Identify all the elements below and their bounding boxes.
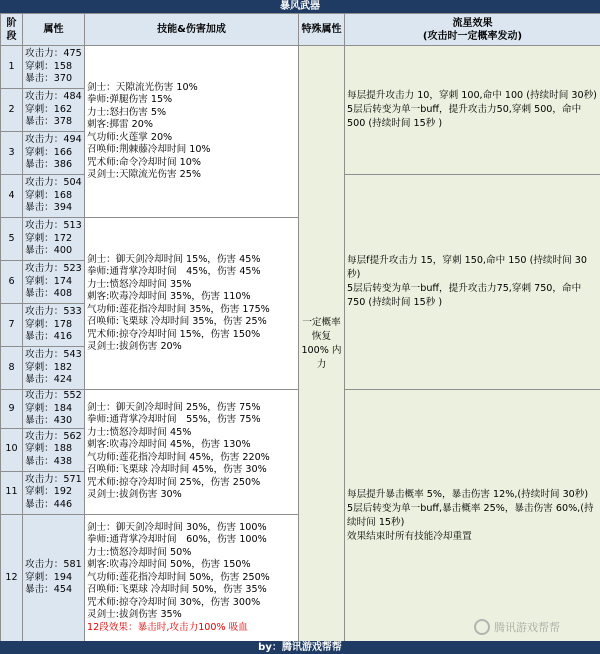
skill-line: 刺客:吹毒冷却时间 45%，伤害 130% — [87, 439, 251, 451]
skill-line: 气功师:莲花指冷却时间 35%，伤害 175% — [87, 303, 270, 315]
attributes-cell — [23, 514, 85, 642]
meteor-line: 每层提升暴击概率 5%，暴击伤害 12%,(持续时间 30秒) — [347, 488, 589, 500]
meteor-effect-2 — [345, 175, 600, 390]
stage-cell: 2 — [1, 89, 23, 132]
stage-cell: 1 — [1, 46, 23, 89]
attr-pierce: 穿刺：188 — [25, 443, 73, 455]
attr-pierce: 穿刺：162 — [25, 103, 73, 115]
stage-cell: 10 — [1, 428, 23, 471]
stage-cell: 9 — [1, 390, 23, 429]
skill-line: 召唤师:飞栗球 冷却时间 50%，伤害 35% — [87, 584, 267, 596]
skill-line: 灵剑士:拔剑伤害 30% — [87, 489, 182, 501]
header-meteor — [345, 14, 600, 46]
skill-line: 气功师:莲花指冷却时间 45%，伤害 220% — [87, 451, 270, 463]
attributes-cell — [23, 347, 85, 390]
meteor-effect-3 — [345, 390, 600, 643]
attr-pierce: 穿刺：192 — [25, 486, 73, 498]
table-row — [1, 46, 600, 89]
watermark-text: 腾讯游戏帮帮 — [494, 621, 560, 634]
attr-crit: 暴击：408 — [25, 288, 73, 300]
meteor-line: 5层后转变为单一buff，提升攻击力75,穿刺 750，命中 750 (持续时间 15秒 ) — [347, 283, 582, 308]
skill-line: 咒术师:掠夺冷却时间 25%，伤害 250% — [87, 476, 261, 488]
skill-line: 刺客:吹毒冷却时间 50%，伤害 150% — [87, 559, 251, 571]
skill-line: 灵剑士:拔剑伤害 35% — [87, 609, 182, 621]
meteor-line: 效果结束时所有技能冷却重置 — [347, 530, 472, 542]
attr-crit: 暴击：370 — [25, 73, 73, 85]
skill-line: 灵剑士:拔剑伤害 20% — [87, 341, 182, 352]
skill-line: 力士:愤怒冷却时间 35% — [87, 278, 192, 290]
stage-cell: 4 — [1, 175, 23, 218]
attr-attack: 攻击力：523 — [25, 263, 82, 275]
attr-attack: 攻击力：504 — [25, 177, 82, 189]
meteor-line: 每层提升攻击力 10，穿刺 100,命中 100 (持续时间 30秒) — [347, 90, 597, 101]
watermark — [474, 616, 594, 638]
attr-pierce: 穿刺：158 — [25, 60, 73, 72]
stage-cell: 8 — [1, 347, 23, 390]
attributes-cell — [23, 132, 85, 175]
watermark-logo-icon — [474, 619, 490, 635]
attr-crit: 暴击：430 — [25, 415, 73, 426]
skill-line: 剑士：御天剑冷却时间 15%，伤害 45% — [87, 253, 261, 265]
attr-pierce: 穿刺：174 — [25, 275, 73, 287]
skill-line: 力士:愤怒冷却时间 50% — [87, 546, 192, 558]
skill-line: 力士:愤怒冷却时间 45% — [87, 426, 192, 438]
attr-pierce: 穿刺：194 — [25, 571, 73, 583]
skill-line: 拳师:通背掌冷却时间 55%，伤害 75% — [87, 414, 261, 426]
attr-crit: 暴击：386 — [25, 159, 73, 171]
meteor-effect-1 — [345, 46, 600, 175]
attr-crit: 暴击：424 — [25, 374, 73, 386]
skill-group-4 — [85, 514, 299, 642]
skill-line: 刺客:掷雷 20% — [87, 119, 153, 130]
meteor-line: 每层f提升攻击力 15，穿刺 150,命中 150 (持续时间 30秒) — [347, 255, 587, 280]
attr-crit: 暴击：400 — [25, 245, 73, 257]
skill-line: 拳师:通背掌冷却时间 60%，伤害 100% — [87, 534, 267, 546]
skill-line: 气功师:火莲掌 20% — [87, 131, 173, 143]
attr-attack: 攻击力：562 — [25, 430, 82, 442]
attributes-cell — [23, 89, 85, 132]
attr-attack: 攻击力：581 — [25, 559, 82, 571]
header-special: 特殊属性 — [299, 14, 345, 46]
skill-line: 力士:怒扫伤害 5% — [87, 106, 167, 118]
attr-crit: 暴击：394 — [25, 202, 73, 214]
skill-group-2 — [85, 218, 299, 390]
header-meteor-subtitle: (攻击时一定概率发动) — [422, 30, 523, 42]
attr-crit: 暴击：378 — [25, 116, 73, 128]
skill-line: 剑士：御天剑冷却时间 30%，伤害 100% — [87, 521, 267, 533]
attr-crit: 暴击：454 — [25, 584, 73, 596]
attributes-cell — [23, 428, 85, 471]
attributes-cell — [23, 471, 85, 514]
attr-pierce: 穿刺：182 — [25, 361, 73, 373]
stage-cell: 11 — [1, 471, 23, 514]
attributes-cell — [23, 261, 85, 304]
meteor-line: 5层后转变为单一buff，提升攻击力50,穿刺 500，命中 500 (持续时间 15秒 ) — [347, 104, 582, 129]
skill-line: 拳师:弹腿伤害 15% — [87, 94, 173, 105]
special-attribute-cell: 一定概率恢复100% 内力 — [299, 46, 345, 643]
stage12-bonus: 12段效果：暴击时,攻击力100% 吸血 — [87, 621, 248, 633]
attributes-cell — [23, 175, 85, 218]
header-stage: 阶段 — [1, 14, 23, 46]
skill-line: 灵剑士:天隙流光伤害 25% — [87, 169, 201, 180]
skill-line: 剑士：天隙流光伤害 10% — [87, 81, 198, 93]
attr-attack: 攻击力：571 — [25, 473, 82, 485]
footer-credit: by：腾讯游戏帮帮 — [0, 641, 600, 654]
stage-cell: 7 — [1, 304, 23, 347]
attr-attack: 攻击力：484 — [25, 91, 82, 103]
stage-cell: 5 — [1, 218, 23, 261]
skill-line: 拳师:通背掌冷却时间 45%，伤害 45% — [87, 266, 261, 277]
skill-group-1 — [85, 46, 299, 218]
attr-attack: 攻击力：533 — [25, 306, 82, 318]
header-attributes: 属性 — [23, 14, 85, 46]
attr-pierce: 穿刺：168 — [25, 189, 73, 201]
stage-cell: 3 — [1, 132, 23, 175]
attr-attack: 攻击力：552 — [25, 390, 82, 401]
attr-pierce: 穿刺：172 — [25, 232, 73, 244]
attr-pierce: 穿刺：178 — [25, 318, 73, 330]
attr-crit: 暴击：438 — [25, 455, 73, 467]
attr-attack: 攻击力：513 — [25, 220, 82, 232]
attributes-cell — [23, 304, 85, 347]
stage-cell: 6 — [1, 261, 23, 304]
skill-line: 咒术师:命令冷却时间 10% — [87, 156, 201, 168]
attributes-cell — [23, 390, 85, 429]
header-meteor-title: 流星效果 — [452, 17, 493, 29]
skill-line: 召唤师:飞栗球 冷却时间 35%，伤害 25% — [87, 316, 267, 327]
page-title: 暴风武器 — [0, 0, 600, 13]
attr-crit: 暴击：446 — [25, 498, 73, 510]
skill-line: 剑士：御天剑冷却时间 25%，伤害 75% — [87, 401, 261, 413]
attr-attack: 攻击力：543 — [25, 349, 82, 361]
attr-attack: 攻击力：475 — [25, 48, 82, 60]
meteor-line: 5层后转变为单一buff,暴击概率 25%，暴击伤害 60%,(持续时间 15秒) — [347, 502, 594, 528]
attr-crit: 暴击：416 — [25, 331, 73, 343]
skill-group-3 — [85, 390, 299, 515]
skill-line: 召唤师:荆棘藤冷却时间 10% — [87, 144, 211, 155]
attr-pierce: 穿刺：166 — [25, 146, 73, 158]
weapon-table — [0, 13, 600, 643]
skill-line: 气功师:莲花指冷却时间 50%，伤害 250% — [87, 571, 270, 583]
attr-pierce: 穿刺：184 — [25, 402, 73, 414]
skill-line: 刺客:吹毒冷却时间 35%，伤害 110% — [87, 291, 251, 302]
skill-line: 咒术师:掠夺冷却时间 30%，伤害 300% — [87, 596, 261, 608]
skill-line: 召唤师:飞栗球 冷却时间 45%，伤害 30% — [87, 464, 267, 476]
header-skills: 技能&伤害加成 — [85, 14, 299, 46]
attributes-cell — [23, 46, 85, 89]
stage-cell: 12 — [1, 514, 23, 642]
attr-attack: 攻击力：494 — [25, 134, 82, 146]
skill-line: 咒术师:掠夺冷却时间 15%，伤害 150% — [87, 328, 261, 340]
attributes-cell — [23, 218, 85, 261]
